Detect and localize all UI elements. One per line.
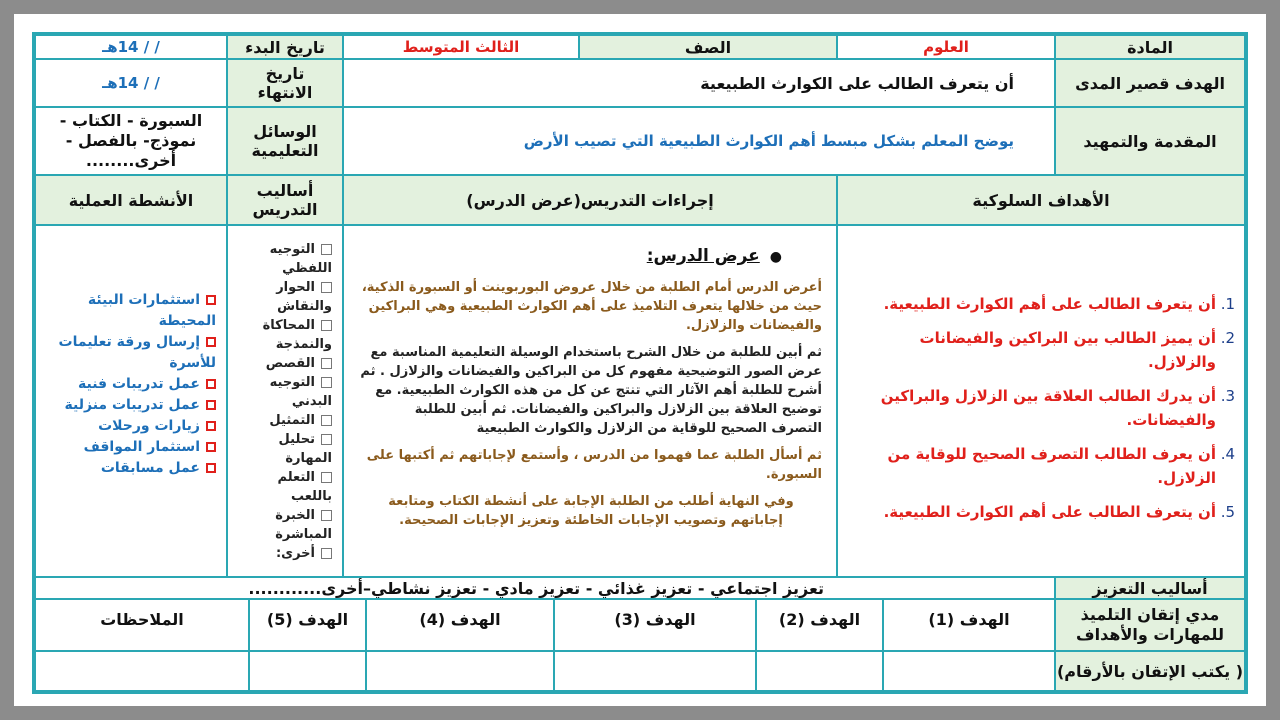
goal-2-entry[interactable]: [756, 651, 883, 691]
page-frame: [14, 14, 1266, 706]
checkbox-icon[interactable]: [321, 282, 332, 293]
procedures-paragraph-2: ثم أبين للطلبة من خلال الشرح باستخدام الوسيلة التعليمية المناسبة مع عرض الصور التوضيحية مفهوم كل من البراكين والفيضانات والزلازل . ثم أشرح للطلبة أهم الآثار التي تنتج عن كل من هذه الكوارث الطبيعية. مع توضيح العلاقة بين الزلازل والبراكين والفيضانات. ثم أبين للطلبة التصرف الصحيح للوقاية من الزلازل والكوارث الطبيعية: [360, 345, 822, 436]
goal-4-entry[interactable]: [366, 651, 554, 691]
notes-header: الملاحظات: [35, 599, 249, 651]
goal-3-entry[interactable]: [554, 651, 756, 691]
objective-item: 3. أن يدرك الطالب العلاقة بين الزلازل والبراكين والفيضانات.: [848, 384, 1216, 432]
procedures-cell: [343, 225, 837, 577]
checkbox-icon[interactable]: [206, 295, 216, 305]
end-date-value: / / 14هـ: [35, 59, 227, 107]
objective-item: 5. أن يتعرف الطالب على أهم الكوارث الطبيعية.: [848, 500, 1216, 524]
objectives-header: الأهداف السلوكية: [837, 175, 1245, 225]
goal-5-header: الهدف (5): [249, 599, 366, 651]
goal-4-header: الهدف (4): [366, 599, 554, 651]
mastery-note: ( يكتب الإتقان بالأرقام): [1055, 651, 1245, 691]
checkbox-icon[interactable]: [206, 337, 216, 347]
goal-5-entry[interactable]: [249, 651, 366, 691]
checkbox-icon[interactable]: [206, 421, 216, 431]
checkbox-icon[interactable]: [321, 548, 332, 559]
procedures-paragraph-3: ثم أسأل الطلبة عما فهموا من الدرس ، وأستمع لإجاباتهم ثم أكتبها على السبورة.: [366, 448, 822, 482]
procedures-title: عرض الدرس:: [646, 246, 760, 266]
methods-list: [246, 240, 332, 563]
activities-cell: [35, 225, 227, 577]
goal-label: الهدف قصير المدى: [1055, 59, 1245, 107]
lesson-plan-table: [32, 32, 1248, 694]
method-item[interactable]: التوجيه البدني: [269, 375, 332, 409]
activity-item[interactable]: زيارات ورحلات: [56, 416, 216, 437]
activity-item[interactable]: إرسال ورقة تعليمات للأسرة: [58, 334, 216, 371]
notes-entry[interactable]: [35, 651, 249, 691]
method-item[interactable]: التوجيه اللفظي: [269, 242, 332, 276]
checkbox-icon[interactable]: [206, 442, 216, 452]
aids-label: الوسائل التعليمية: [227, 107, 343, 175]
methods-header: أساليب التدريس: [227, 175, 343, 225]
end-date-label: تاريخ الانتهاء: [227, 59, 343, 107]
procedures-title-row: [360, 246, 822, 266]
goal-1-entry[interactable]: [883, 651, 1055, 691]
procedures-paragraph-4: وفي النهاية أطلب من الطلبة الإجابة على أنشطة الكتاب ومتابعة إجاباتهم وتصويب الإجابات الخاطئة وتعزيز الإجابات الصحيحة.: [388, 494, 794, 528]
checkbox-icon[interactable]: [321, 415, 332, 426]
method-item[interactable]: أخرى:: [246, 544, 332, 563]
procedures-paragraph-1: أعرض الدرس أمام الطلبة من خلال عروض البوربوينت أو السبورة الذكية، حيث من خلالها يتعرف التلاميذ على أهم الكوارث الطبيعية وهي البراكين والفيضانات والزلازل.: [361, 280, 822, 333]
goal-value: أن يتعرف الطالب على الكوارث الطبيعية: [343, 59, 1055, 107]
activity-item[interactable]: عمل تدريبات فنية: [56, 374, 216, 395]
objective-item: 2. أن يميز الطالب بين البراكين والفيضانات والزلازل.: [848, 326, 1216, 374]
method-item[interactable]: تحليل المهارة: [278, 432, 332, 466]
objective-item: 4. أن يعرف الطالب التصرف الصحيح للوقاية من الزلازل.: [848, 442, 1216, 490]
checkbox-icon[interactable]: [321, 510, 332, 521]
reinforcement-value: تعزيز اجتماعي - تعزيز غذائي - تعزيز مادي - تعزيز نشاطي–أخرى............: [35, 577, 1055, 599]
activities-list: [56, 290, 216, 479]
activity-item[interactable]: استثمارات البيئة المحيطة: [87, 292, 216, 329]
method-item[interactable]: الحوار والنقاش: [276, 280, 332, 314]
checkbox-icon[interactable]: [206, 379, 216, 389]
goal-1-header: الهدف (1): [883, 599, 1055, 651]
objective-item: 1. أن يتعرف الطالب على أهم الكوارث الطبيعية.: [848, 292, 1216, 316]
checkbox-icon[interactable]: [321, 244, 332, 255]
objectives-list: [838, 292, 1244, 534]
start-date-label: تاريخ البدء: [227, 35, 343, 59]
methods-cell: [227, 225, 343, 577]
checkbox-icon[interactable]: [321, 472, 332, 483]
method-item[interactable]: المحاكاة والنمذجة: [262, 318, 332, 352]
reinforcement-label: أساليب التعزيز: [1055, 577, 1245, 599]
goal-3-header: الهدف (3): [554, 599, 756, 651]
method-item[interactable]: القصص: [246, 354, 332, 373]
method-item[interactable]: الخبرة المباشرة: [275, 508, 332, 542]
checkbox-icon[interactable]: [206, 463, 216, 473]
grade-value: الثالث المتوسط: [343, 35, 579, 59]
checkbox-icon[interactable]: [321, 377, 332, 388]
method-item[interactable]: التمثيل: [246, 411, 332, 430]
intro-value: يوضح المعلم بشكل مبسط أهم الكوارث الطبيعية التي تصيب الأرض: [343, 107, 1055, 175]
activities-header: الأنشطة العملية: [35, 175, 227, 225]
checkbox-icon[interactable]: [206, 400, 216, 410]
aids-value: السبورة - الكتاب - نموذج- بالفصل - أخرى........: [35, 107, 227, 175]
goal-2-header: الهدف (2): [756, 599, 883, 651]
activity-item[interactable]: عمل تدريبات منزلية: [56, 395, 216, 416]
procedures-header: إجراءات التدريس(عرض الدرس): [343, 175, 837, 225]
objectives-cell: [837, 225, 1245, 577]
checkbox-icon[interactable]: [321, 358, 332, 369]
checkbox-icon[interactable]: [321, 320, 332, 331]
subject-label: المادة: [1055, 35, 1245, 59]
start-date-value: / / 14هـ: [35, 35, 227, 59]
activity-item[interactable]: عمل مسابقات: [56, 458, 216, 479]
checkbox-icon[interactable]: [321, 434, 332, 445]
bullet-icon: ●: [769, 249, 782, 265]
mastery-label: مدي إتقان التلميذ للمهارات والأهداف: [1055, 599, 1245, 651]
method-item[interactable]: التعلم باللعب: [277, 470, 332, 504]
intro-label: المقدمة والتمهيد: [1055, 107, 1245, 175]
subject-value: العلوم: [837, 35, 1055, 59]
grade-label: الصف: [579, 35, 837, 59]
activity-item[interactable]: استثمار المواقف: [56, 437, 216, 458]
